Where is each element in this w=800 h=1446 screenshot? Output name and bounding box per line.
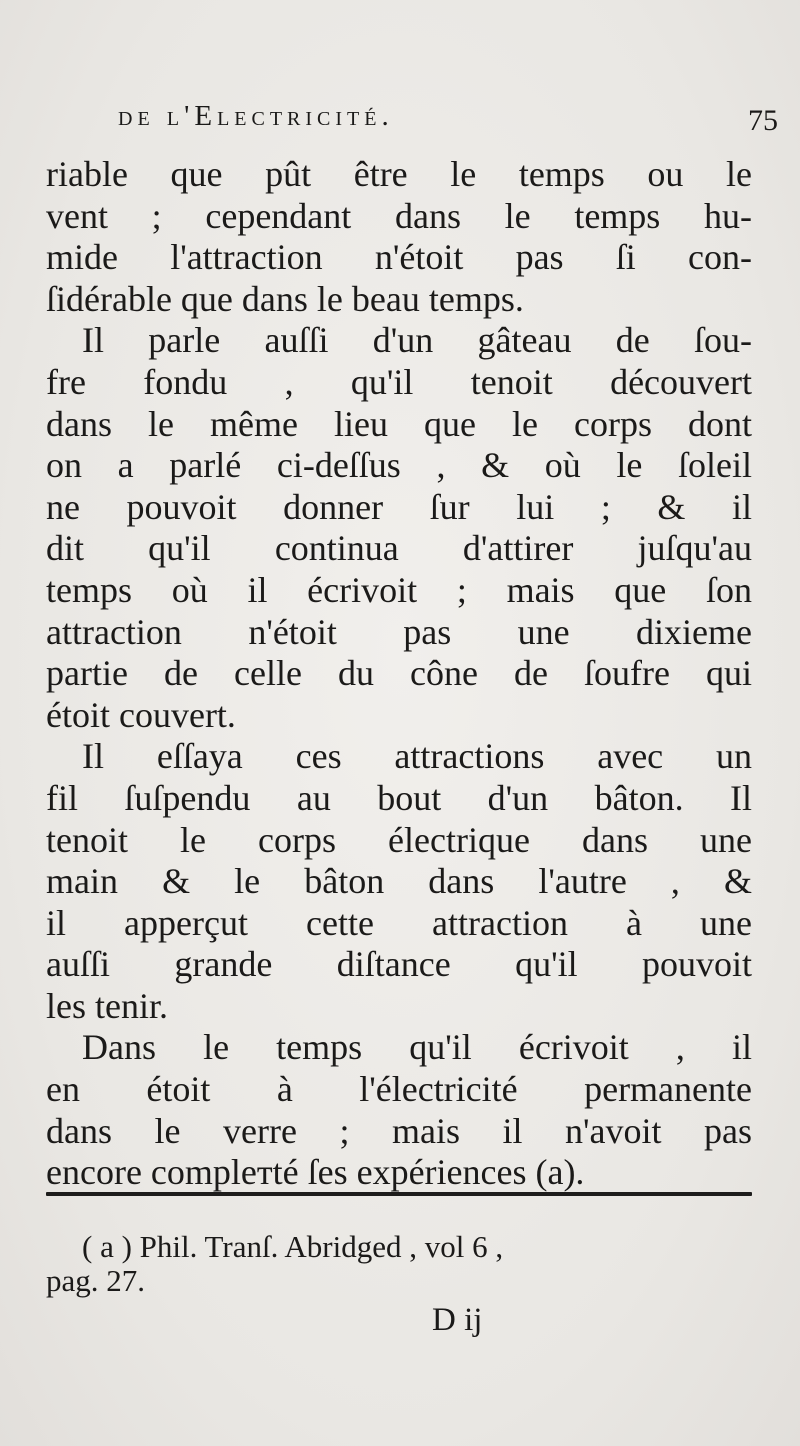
running-head-title: de l'Electricité. — [118, 100, 394, 132]
text-line: main & le bâton dans l'autre , & — [46, 861, 752, 902]
text-line: tenoit le corps électrique dans une — [46, 819, 752, 860]
text-line: temps où il écrivoit ; mais que ſon — [46, 569, 752, 610]
text-line: dans le verre ; mais il n'avoit pas — [46, 1110, 752, 1151]
text-line: auſſi grande diſtance qu'il pouvoit — [46, 944, 752, 985]
text-line: dit qu'il continua d'attirer juſqu'au — [46, 528, 752, 569]
text-line: il apperçut cette attraction à une — [46, 902, 752, 943]
text-line: encore complетté ſes expériences (a). — [46, 1152, 585, 1193]
running-head — [118, 100, 798, 150]
text-line: les tenir. — [46, 985, 168, 1026]
text-line: riable que pût être le temps ou le — [46, 154, 752, 194]
text-line: Il parle auſſi d'un gâteau de ſou- — [82, 320, 752, 361]
footnote-line: pag. 27. — [46, 1263, 146, 1298]
body-text — [46, 154, 752, 1194]
text-line: fre fondu , qu'il tenoit découvert — [46, 361, 752, 402]
text-line: étoit couvert. — [46, 694, 236, 735]
footnote-line: ( a ) Phil. Tranſ. Abridged , vol 6 , — [82, 1229, 504, 1264]
text-line: partie de celle du cône de ſoufre qui — [46, 653, 752, 694]
footnote — [46, 1230, 752, 1298]
signature-mark: D ij — [432, 1302, 483, 1338]
text-line: dans le même lieu que le corps dont — [46, 403, 752, 444]
text-line: en étoit à l'électricité permanente — [46, 1069, 752, 1110]
text-line: mide l'attraction n'étoit pas ſi con- — [46, 237, 752, 278]
text-line: ſidérable que dans le beau temps. — [46, 278, 524, 319]
text-line: fil ſuſpendu au bout d'un bâton. Il — [46, 777, 752, 818]
text-line: Il eſſaya ces attractions avec un — [82, 736, 752, 777]
text-line: attraction n'étoit pas une dixieme — [46, 611, 752, 652]
text-line: on a parlé ci-deſſus , & où le ſoleil — [46, 445, 752, 486]
text-line: Dans le temps qu'il écrivoit , il — [82, 1027, 752, 1068]
footnote-divider — [46, 1192, 752, 1196]
text-line: vent ; cependant dans le temps hu- — [46, 195, 752, 236]
text-line: ne pouvoit donner ſur lui ; & il — [46, 486, 752, 527]
page-number: 75 — [748, 104, 778, 137]
